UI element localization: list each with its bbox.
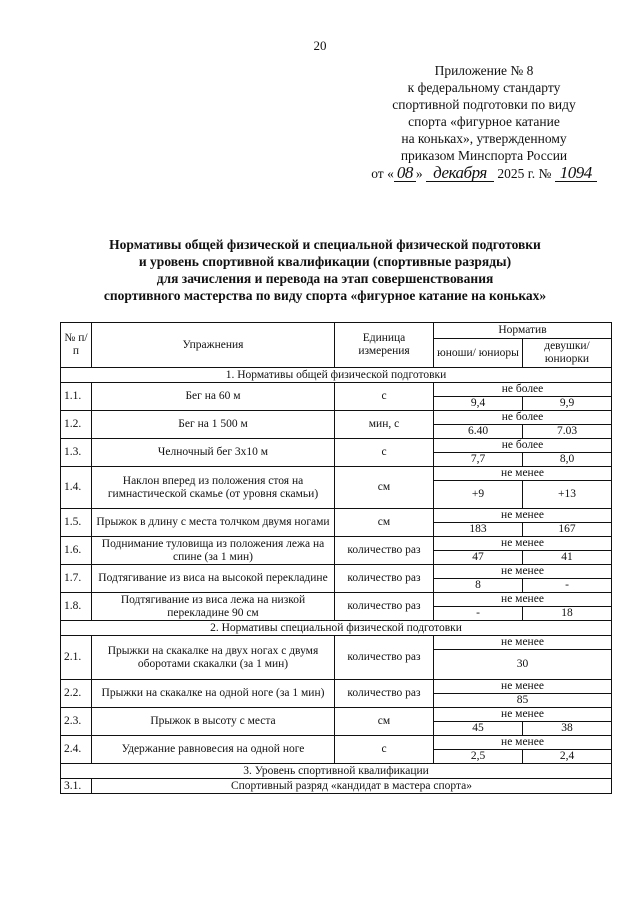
row-girls-value: 9,9 [523,397,612,411]
row-boys-value: 47 [434,551,523,565]
row-num: 1.2. [61,411,92,439]
row-unit: количество раз [335,680,434,708]
title-line-4: спортивного мастерства по виду спорта «фигурное катание на коньках» [103,288,547,303]
appendix-line-3: спортивной подготовки по виду [392,97,576,112]
title-line-3: для зачисления и перевода на этап совершенствования [156,271,494,286]
row-girls-value: 8,0 [523,453,612,467]
page-number: 20 [313,38,327,53]
row-exercise: Прыжок в высоту с места [92,708,335,736]
row-girls-value: 7.03 [523,425,612,439]
row-num: 3.1. [61,779,92,794]
row-girls-value: 2,4 [523,750,612,764]
row-exercise: Наклон вперед из положения стоя на гимнастической скамье (от уровня скамьи) [92,467,335,509]
header-exercise: Упражнения [92,323,335,368]
row-exercise: Спортивный разряд «кандидат в мастера спорта» [92,779,612,794]
row-boys-value: 2,5 [434,750,523,764]
row-boys-value: +9 [434,481,523,509]
row-condition: не менее [434,467,612,481]
row-exercise: Прыжки на скакалке на двух ногах с двумя оборотами скакалки (за 1 мин) [92,636,335,680]
appendix-line-2: к федеральному стандарту [407,80,561,95]
row-condition: не менее [434,736,612,750]
row-boys-value: - [434,607,523,621]
handwritten-order-number: 1094 [555,164,597,182]
header-girls: девушки/ юниорки [523,339,612,368]
header-num: № п/п [61,323,92,368]
row-exercise: Подтягивание из виса на высокой перекладине [92,565,335,593]
row-condition: не менее [434,680,612,694]
date-year: 2025 г. № [497,166,552,181]
row-girls-value: - [523,579,612,593]
document-title [30,236,620,304]
row-unit: количество раз [335,565,434,593]
title-line-1: Нормативы общей физической и специальной физической подготовки [109,237,541,252]
appendix-block [355,62,613,182]
header-norm: Норматив [434,323,612,339]
row-boys-value: 7,7 [434,453,523,467]
order-date-line [355,164,613,182]
row-condition: не менее [434,537,612,551]
row-girls-value: 38 [523,722,612,736]
row-num: 2.1. [61,636,92,680]
appendix-line-5: на коньках», утвержденному [401,131,567,146]
date-close: » [415,166,423,181]
row-unit: см [335,509,434,537]
row-unit: с [335,439,434,467]
appendix-line-1: Приложение № 8 [434,63,534,78]
row-condition: не более [434,383,612,397]
row-condition: не менее [434,636,612,650]
row-num: 1.1. [61,383,92,411]
row-girls-value: 18 [523,607,612,621]
row-unit: количество раз [335,593,434,621]
row-exercise: Челночный бег 3х10 м [92,439,335,467]
row-unit: с [335,736,434,764]
row-condition: не более [434,439,612,453]
row-both-value: 85 [434,694,612,708]
row-unit: количество раз [335,537,434,565]
title-line-2: и уровень спортивной квалификации (спортивные разряды) [138,254,512,269]
handwritten-month: декабря [426,164,494,182]
appendix-line-6: приказом Минспорта России [400,148,568,163]
row-num: 1.4. [61,467,92,509]
row-boys-value: 183 [434,523,523,537]
row-exercise: Бег на 60 м [92,383,335,411]
row-girls-value: 41 [523,551,612,565]
header-boys: юноши/ юниоры [434,339,523,368]
row-exercise: Бег на 1 500 м [92,411,335,439]
row-num: 1.3. [61,439,92,467]
row-boys-value: 6.40 [434,425,523,439]
norms-table [60,322,612,794]
row-num: 1.8. [61,593,92,621]
section-1-heading: 1. Нормативы общей физической подготовки [61,368,612,383]
row-exercise: Поднимание туловища из положения лежа на спине (за 1 мин) [92,537,335,565]
row-exercise: Прыжок в длину с места толчком двумя ногами [92,509,335,537]
row-condition: не менее [434,565,612,579]
row-num: 2.4. [61,736,92,764]
row-unit: см [335,708,434,736]
appendix-line-4: спорта «фигурное катание [408,114,560,129]
row-exercise: Удержание равновесия на одной ноге [92,736,335,764]
section-2-heading: 2. Нормативы специальной физической подготовки [61,621,612,636]
row-num: 1.5. [61,509,92,537]
row-condition: не более [434,411,612,425]
row-num: 2.3. [61,708,92,736]
row-unit: мин, с [335,411,434,439]
row-unit: см [335,467,434,509]
row-num: 1.6. [61,537,92,565]
row-unit: с [335,383,434,411]
row-girls-value: 167 [523,523,612,537]
row-boys-value: 8 [434,579,523,593]
row-boys-value: 45 [434,722,523,736]
row-condition: не менее [434,708,612,722]
header-unit: Единица измерения [335,323,434,368]
row-num: 1.7. [61,565,92,593]
row-num: 2.2. [61,680,92,708]
row-condition: не менее [434,509,612,523]
row-girls-value: +13 [523,481,612,509]
row-both-value: 30 [434,650,612,680]
row-exercise: Прыжки на скакалке на одной ноге (за 1 мин) [92,680,335,708]
date-prefix: от « [371,166,394,181]
row-exercise: Подтягивание из виса лежа на низкой перекладине 90 см [92,593,335,621]
row-condition: не менее [434,593,612,607]
row-boys-value: 9,4 [434,397,523,411]
row-unit: количество раз [335,636,434,680]
handwritten-day: 08 [394,164,416,182]
section-3-heading: 3. Уровень спортивной квалификации [61,764,612,779]
